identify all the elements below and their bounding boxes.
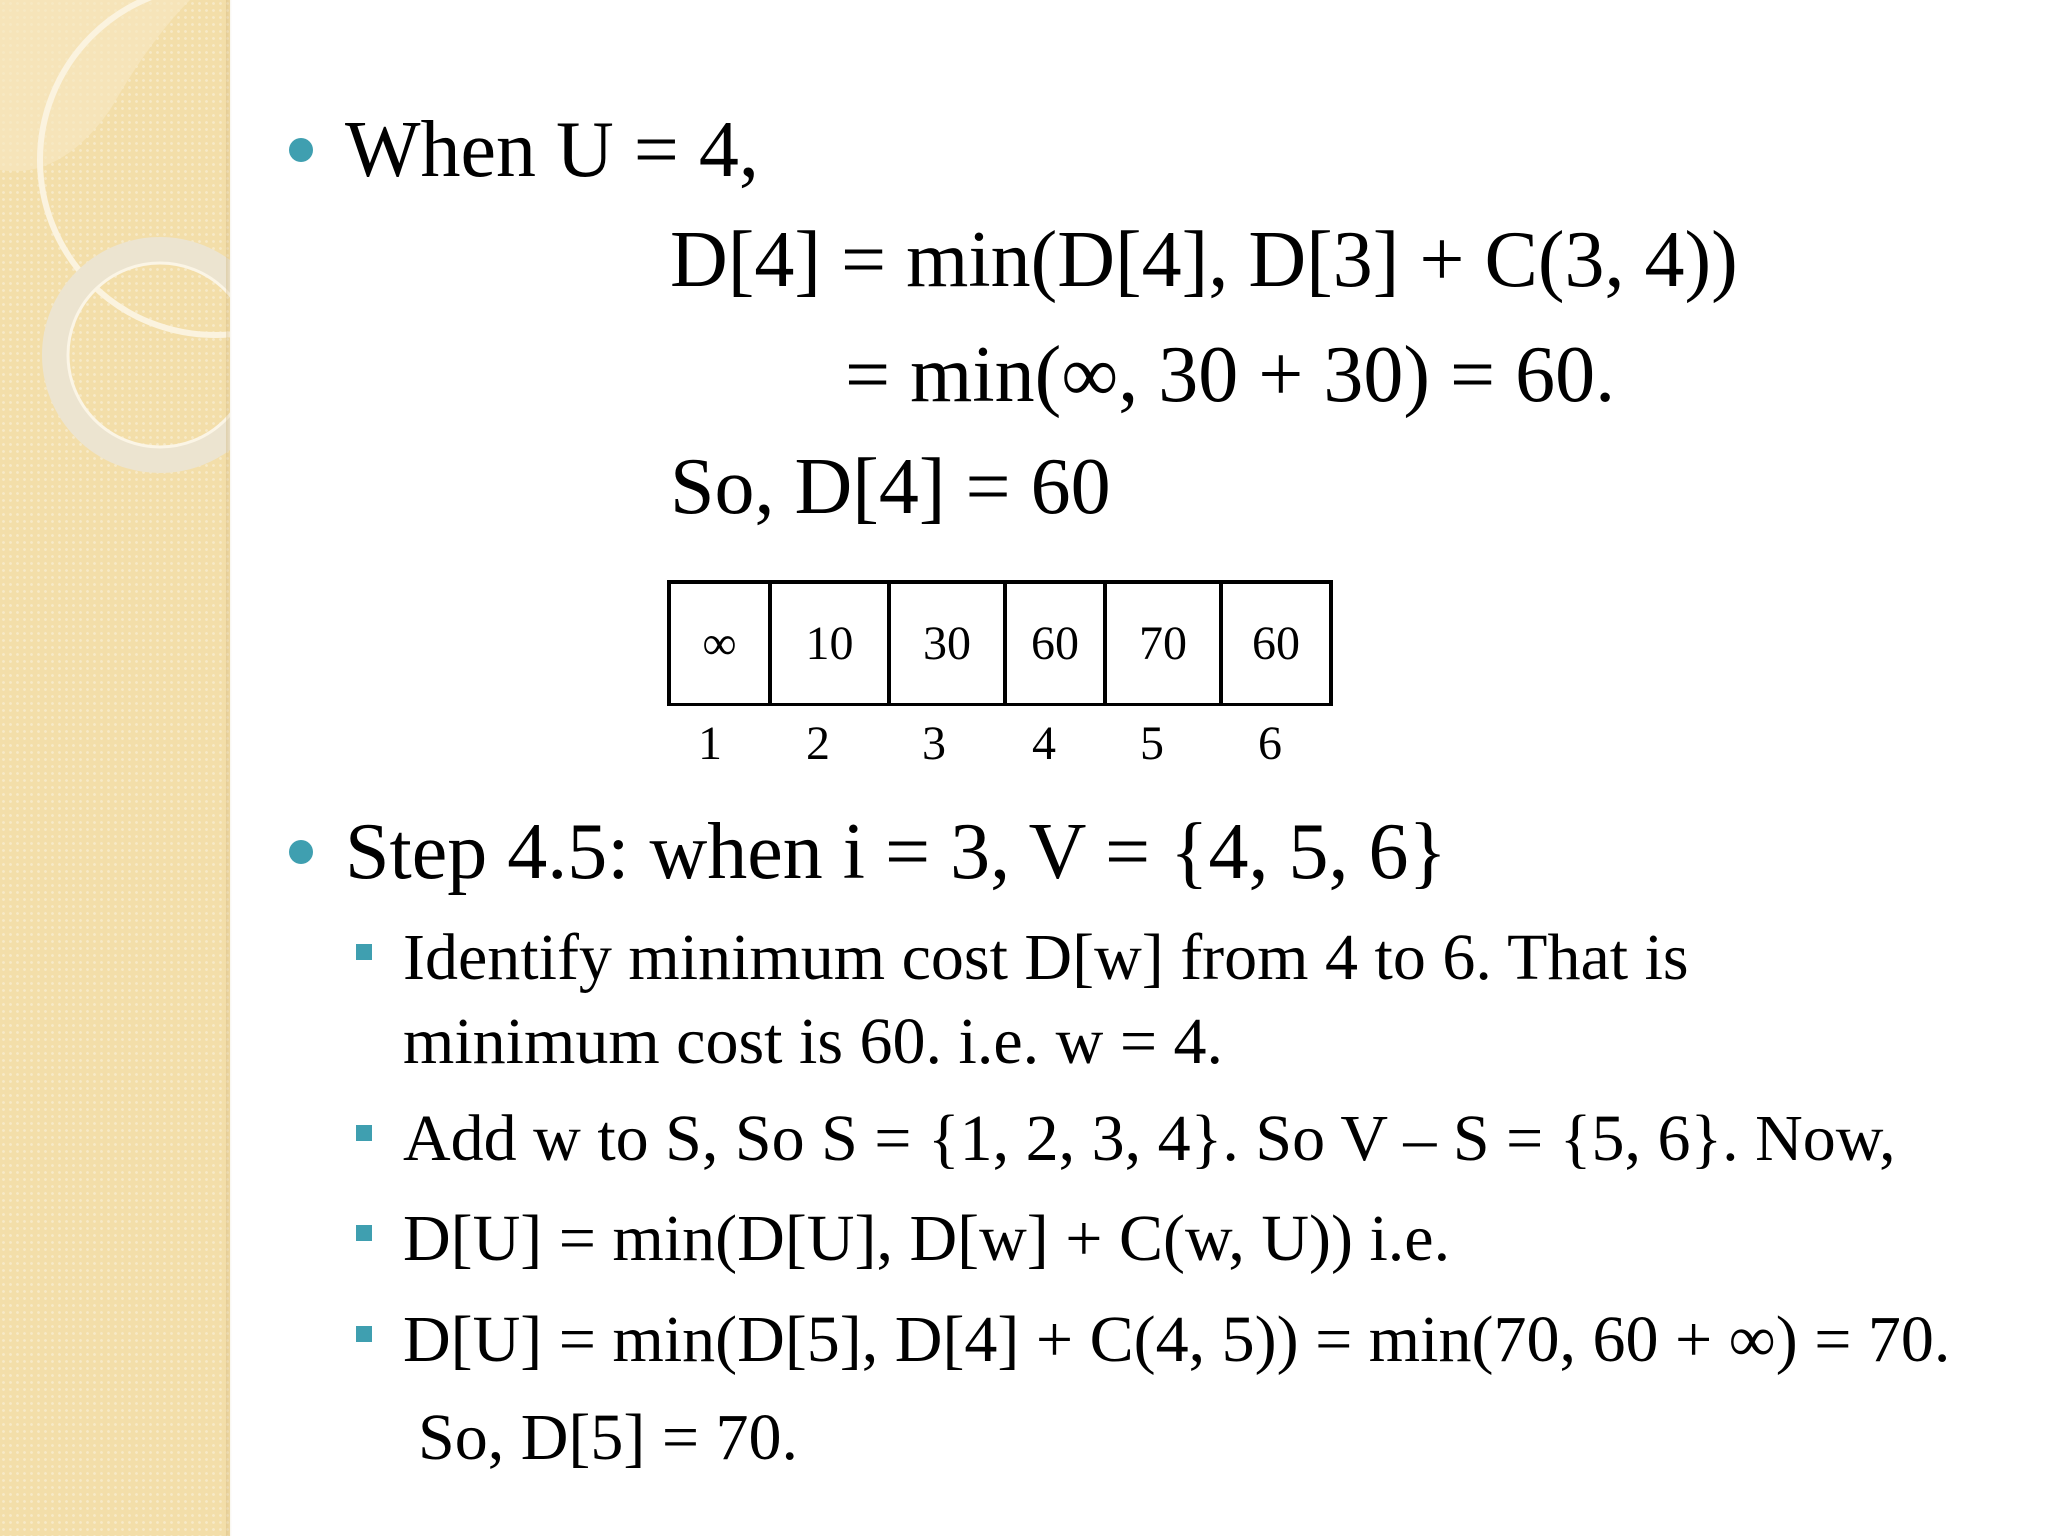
sidebar-edge (226, 0, 232, 1536)
table-index: 4 (1032, 717, 1056, 770)
table-cell: 10 (805, 617, 854, 670)
bullet-dot (289, 138, 313, 162)
bullet-step-4-5: Step 4.5: when i = 3, V = {4, 5, 6} (345, 808, 1447, 896)
distance-table (667, 580, 1333, 706)
equation-d4-eval: = min(∞, 30 + 30) = 60. (845, 331, 1616, 419)
table-index: 6 (1258, 717, 1282, 770)
table-index: 3 (922, 717, 946, 770)
table-index: 1 (698, 717, 722, 770)
table-cell: 60 (1252, 617, 1300, 670)
table-cell: 60 (1031, 617, 1079, 670)
conclusion-d5: So, D[5] = 70. (418, 1401, 799, 1474)
equation-d4-result: So, D[4] = 60 (670, 443, 1111, 531)
sub-bullet-square (356, 1125, 372, 1141)
sub-bullet-text: minimum cost is 60. i.e. w = 4. (403, 1005, 1224, 1078)
table-cell: ∞ (702, 617, 737, 670)
table-cell: 70 (1139, 617, 1187, 670)
sub-bullet-square (356, 944, 372, 960)
decorative-rings (0, 0, 230, 520)
sub-bullet-text: Identify minimum cost D[w] from 4 to 6. That is (403, 921, 1689, 994)
table-index: 5 (1140, 717, 1164, 770)
table-index: 2 (806, 717, 830, 770)
equation-d4: D[4] = min(D[4], D[3] + C(3, 4)) (670, 216, 1738, 304)
sub-bullet-square (356, 1326, 372, 1342)
decorative-sidebar (0, 0, 230, 1536)
sub-bullet-text: D[U] = min(D[5], D[4] + C(4, 5)) = min(70, 60 + ∞) = 70. (403, 1303, 1951, 1376)
bullet-dot (289, 840, 313, 864)
bullet-when-u: When U = 4, (345, 106, 759, 194)
sub-bullet-text: Add w to S, So S = {1, 2, 3, 4}. So V – S = {5, 6}. Now, (403, 1102, 1896, 1175)
sub-bullet-square (356, 1225, 372, 1241)
sub-bullet-text: D[U] = min(D[U], D[w] + C(w, U)) i.e. (403, 1202, 1451, 1275)
table-cell: 30 (923, 617, 971, 670)
